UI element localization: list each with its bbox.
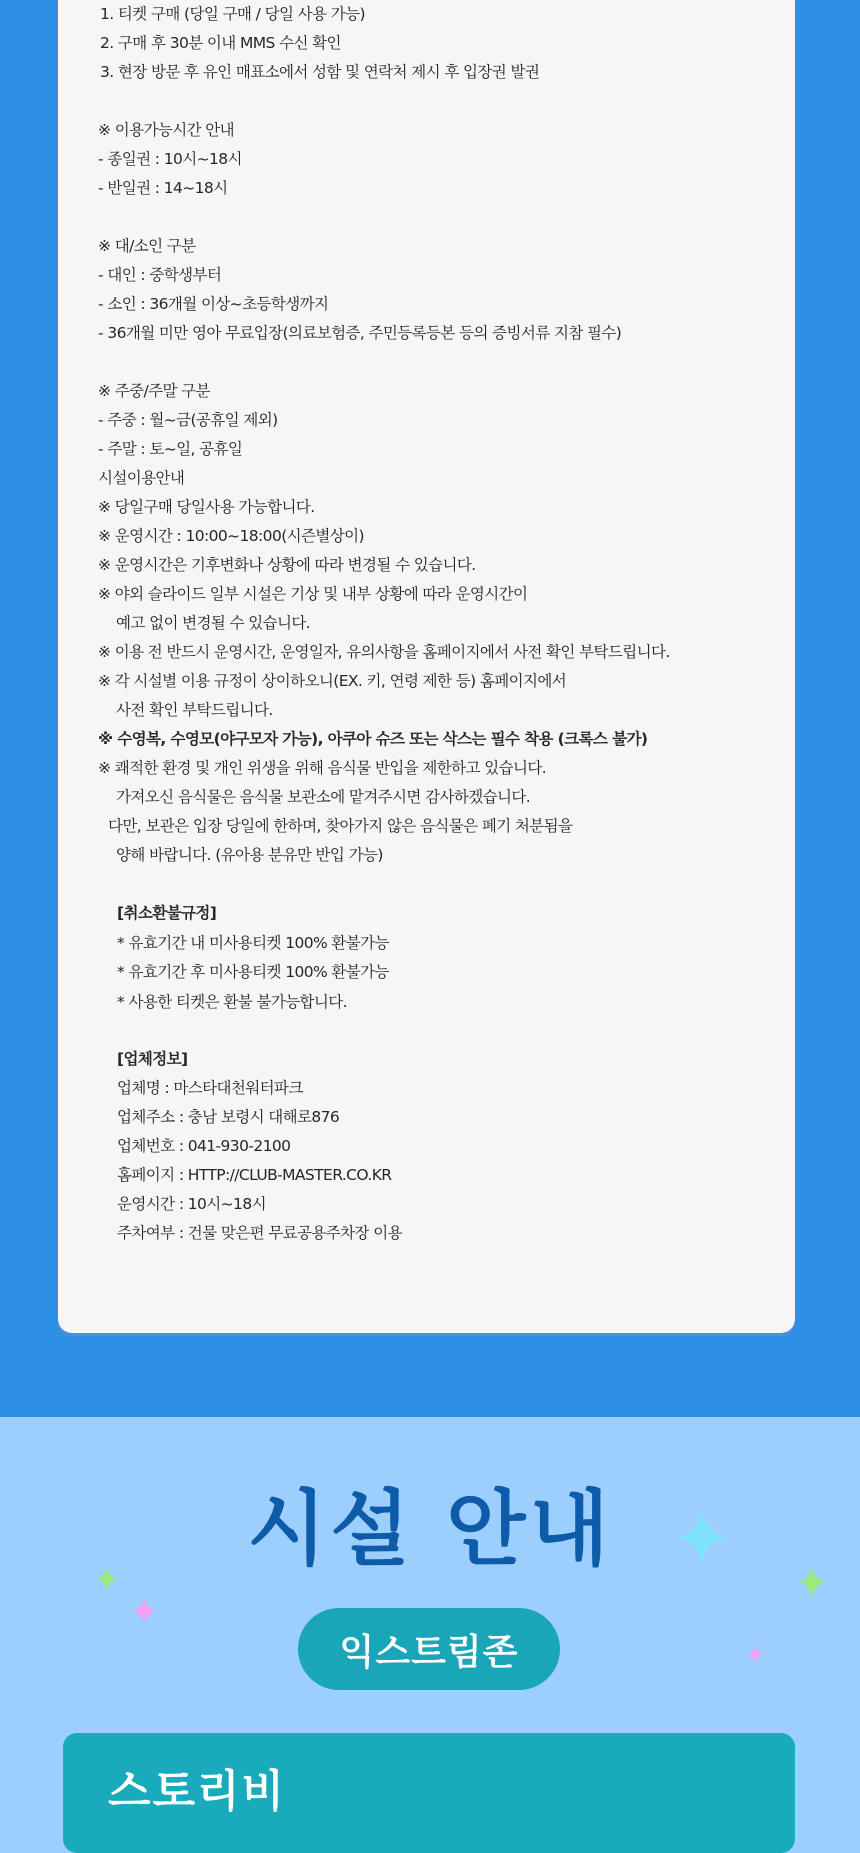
zone-tab-extreme[interactable]: 익스트림존: [298, 1608, 560, 1690]
refund-policy-title: [취소환불규정]: [117, 904, 217, 922]
facility-usage-line: ※ 수영복, 수영모(야구모자 가능), 아쿠아 슈즈 또는 삭스는 필수 착용 (크록스 불가): [98, 730, 648, 748]
facility-guide-section: [0, 1417, 860, 1786]
sparkle-icon: [131, 1597, 157, 1625]
week-info-item: - 주중 : 월~금(공휴일 제외): [98, 411, 278, 429]
facility-section-title: 시설 안내: [247, 1482, 613, 1577]
facility-usage-line: ※ 쾌적한 환경 및 개인 위생을 위해 음식물 반입을 제한하고 있습니다.: [98, 759, 547, 777]
facility-usage-line: 가져오신 음식물은 음식물 보관소에 맡겨주시면 감사하겠습니다.: [116, 788, 531, 806]
facility-usage-line: 양해 바랍니다. (유아용 분유만 반입 가능): [116, 846, 383, 864]
hours-info-title: ※ 이용가능시간 안내: [98, 121, 235, 139]
facility-usage-line: ※ 야외 슬라이드 일부 시설은 기상 및 내부 상황에 따라 운영시간이: [98, 585, 528, 603]
age-info-item: - 대인 : 중학생부터: [98, 266, 222, 284]
hours-info-item: - 종일권 : 10시~18시: [98, 150, 242, 168]
age-info-item: - 36개월 미만 영아 무료입장(의료보험증, 주민등록등본 등의 증빙서류 지참 필수): [98, 324, 622, 342]
facility-usage-line: ※ 당일구매 당일사용 가능합니다.: [98, 498, 315, 516]
company-info-item: 운영시간 : 10시~18시: [117, 1195, 266, 1213]
facility-usage-title: 시설이용안내: [98, 469, 185, 487]
sparkle-icon: [746, 1643, 764, 1665]
refund-policy: [117, 899, 389, 1017]
company-info-item: 업체번호 : 041-930-2100: [117, 1137, 291, 1155]
age-info-item: - 소인 : 36개월 이상~초등학생까지: [98, 295, 329, 313]
refund-policy-item: * 유효기간 내 미사용티켓 100% 환불가능: [117, 933, 389, 952]
facility-usage-line: 다만, 보관은 입장 당일에 한하며, 찾아가지 않은 음식물은 폐기 처분됨을: [108, 817, 573, 835]
usage-step: 1. 티켓 구매 (당일 구매 / 당일 사용 가능): [100, 5, 365, 23]
sparkle-icon: [677, 1510, 727, 1565]
week-info-title: ※ 주중/주말 구분: [98, 382, 210, 400]
facility-usage-line: ※ 운영시간 : 10:00~18:00(시즌별상이): [98, 527, 364, 545]
refund-policy-item: * 유효기간 후 미사용티켓 100% 환불가능: [117, 963, 389, 981]
company-info-item: 업체명 : 마스타대천워터파크: [117, 1079, 303, 1097]
company-info-item: 업체주소 : 충남 보령시 대해로876: [117, 1108, 340, 1126]
refund-policy-item: * 사용한 티켓은 환불 불가능합니다.: [117, 992, 348, 1011]
facility-usage-line: ※ 각 시설별 이용 규정이 상이하오니(EX. 키, 연령 제한 등) 홈페이지에서: [98, 672, 567, 690]
usage-step: 3. 현장 방문 후 유인 매표소에서 성함 및 연락처 제시 후 입장권 발권: [100, 63, 540, 81]
facility-usage-line: 예고 없이 변경될 수 있습니다.: [116, 614, 311, 632]
hours-info-item: - 반일권 : 14~18시: [98, 179, 228, 197]
facility-card-title: 스토리비: [108, 1766, 287, 1817]
company-info-homepage: 홈페이지 : HTTP://CLUB-MASTER.CO.KR: [117, 1166, 392, 1184]
company-info: [117, 1045, 402, 1248]
facility-usage-line: ※ 운영시간은 기후변화나 상황에 따라 변경될 수 있습니다.: [98, 556, 476, 574]
facility-usage-line: ※ 이용 전 반드시 운영시간, 운영일자, 유의사항을 홈페이지에서 사전 확인 부탁드립니다.: [98, 643, 670, 661]
sparkle-icon: [96, 1567, 118, 1591]
usage-step: 2. 구매 후 30분 이내 MMS 수신 확인: [100, 34, 341, 52]
facility-card: [63, 1733, 795, 1853]
sparkle-icon: [798, 1566, 826, 1598]
company-info-item: 주차여부 : 건물 맞은편 무료공용주차장 이용: [117, 1224, 402, 1242]
usage-info-text: [98, 0, 738, 870]
age-info-title: ※ 대/소인 구분: [98, 237, 196, 255]
facility-usage-line: 사전 확인 부탁드립니다.: [116, 701, 273, 719]
company-info-title: [업체정보]: [117, 1050, 188, 1068]
week-info-item: - 주말 : 토~일, 공휴일: [98, 440, 243, 458]
